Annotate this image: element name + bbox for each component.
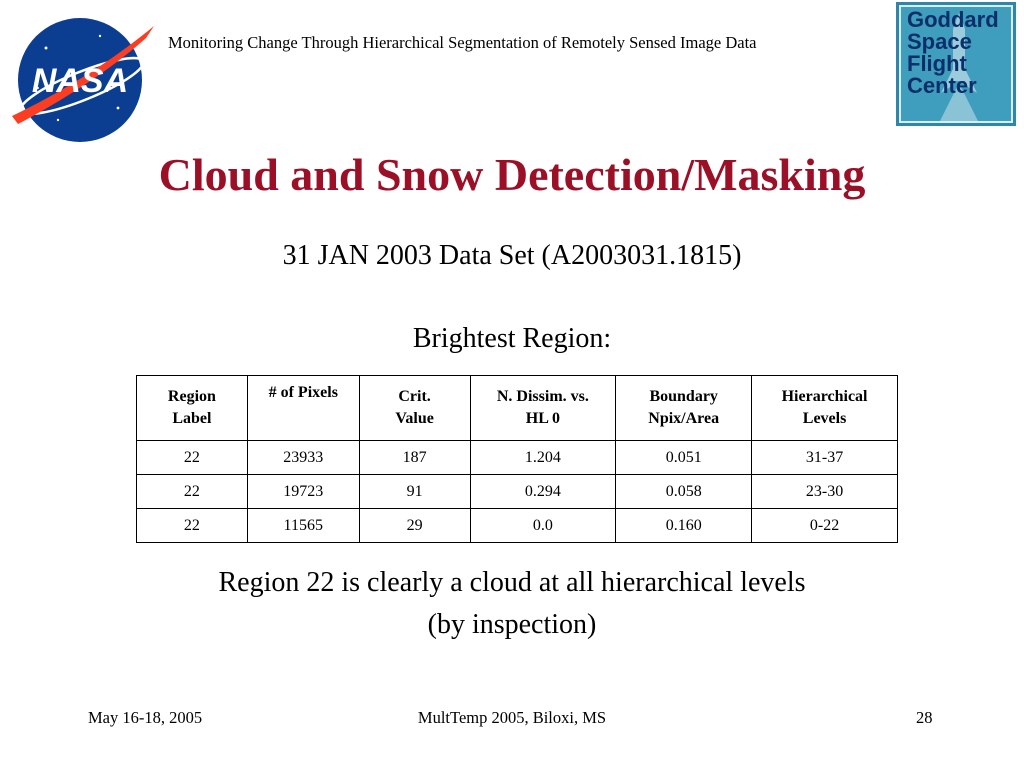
table-cell: 0-22 (752, 509, 898, 543)
gsfc-logo (896, 2, 1016, 126)
column-header: Boundary Npix/Area (616, 376, 752, 441)
table-cell: 19723 (247, 475, 359, 509)
footer-conference: MultTemp 2005, Biloxi, MS (417, 708, 607, 727)
table-cell: 22 (137, 441, 248, 475)
region-table (136, 375, 898, 543)
table-cell: 23933 (247, 441, 359, 475)
page-number: 28 (916, 708, 933, 727)
column-header: Region Label (137, 376, 248, 441)
table-cell: 0.294 (470, 475, 616, 509)
gsfc-line: Goddard (907, 7, 999, 32)
table-cell: 0.051 (616, 441, 752, 475)
column-header: N. Dissim. vs. HL 0 (470, 376, 616, 441)
footer-date: May 16-18, 2005 (88, 708, 203, 727)
gsfc-logo-text (907, 9, 999, 97)
gsfc-line: Space (907, 29, 972, 54)
table-cell: 0.058 (616, 475, 752, 509)
table-cell: 29 (359, 509, 470, 543)
nasa-logo (8, 8, 158, 148)
table-row (137, 509, 898, 543)
table-cell: 11565 (247, 509, 359, 543)
table-cell: 31-37 (752, 441, 898, 475)
table-caption: Brightest Region: (412, 323, 612, 354)
table-cell: 0.160 (616, 509, 752, 543)
table-row (137, 475, 898, 509)
gsfc-line: Flight (907, 51, 967, 76)
table-row (137, 441, 898, 475)
gsfc-line: Center (907, 73, 977, 98)
table-cell: 91 (359, 475, 470, 509)
table-cell: 0.0 (470, 509, 616, 543)
table-cell: 1.204 (470, 441, 616, 475)
table-cell: 23-30 (752, 475, 898, 509)
column-header: Hierarchical Levels (752, 376, 898, 441)
table-cell: 22 (137, 509, 248, 543)
dataset-subtitle: 31 JAN 2003 Data Set (A2003031.1815) (282, 240, 742, 271)
table-cell: 22 (137, 475, 248, 509)
column-header: Crit. Value (359, 376, 470, 441)
column-header: # of Pixels (247, 376, 359, 441)
table-header-row (137, 376, 898, 441)
nasa-logo-text: NASA (31, 62, 129, 100)
table-cell: 187 (359, 441, 470, 475)
slide-title: Cloud and Snow Detection/Masking (158, 149, 866, 200)
conclusion-line: (by inspection) (427, 609, 597, 640)
conclusion-text (0, 562, 1024, 646)
header-title: Monitoring Change Through Hierarchical Segmentation of Remotely Sensed Image Data (168, 33, 757, 52)
conclusion-line: Region 22 is clearly a cloud at all hierarchical levels (218, 567, 806, 598)
